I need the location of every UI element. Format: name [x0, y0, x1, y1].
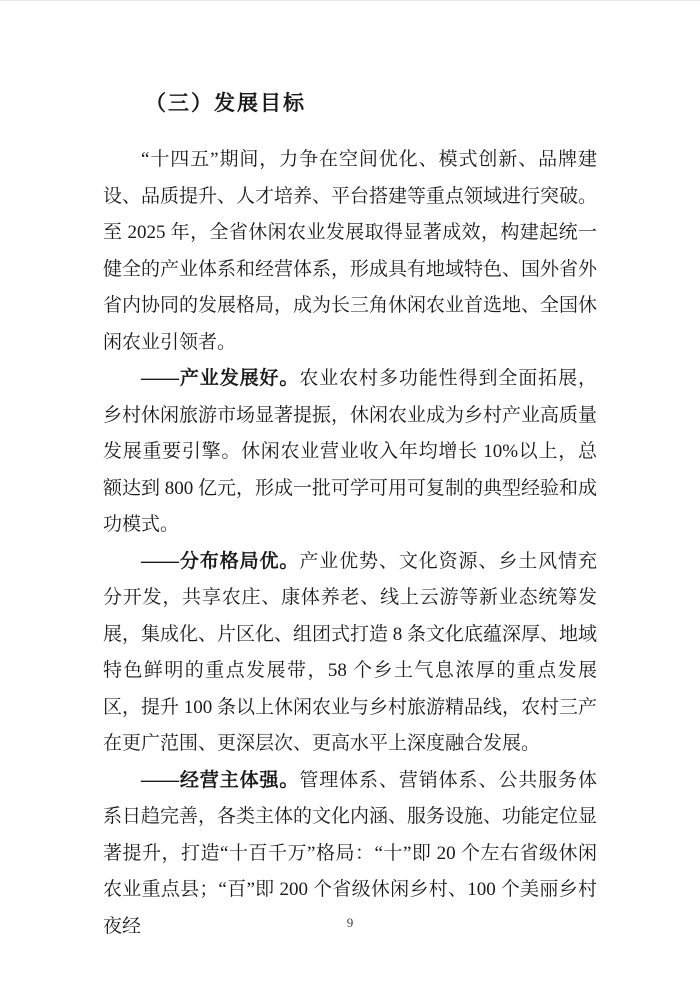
- paragraph-text: 产业优势、文化资源、乡土风情充分开发，共享农庄、康体养老、线上云游等新业态统筹发展，集成化、片区化、组团式打造 8 条文化底蕴深厚、地域特色鲜明的重点发展带，58 个乡土气息浓厚的重点发展区，提升 100 条以上休闲农业与乡村旅游精品线，农村三产在更广范围、更深层次、更高水平上深度融合发展。: [103, 550, 598, 754]
- section-heading: （三）发展目标: [145, 91, 306, 115]
- page-number: 9: [346, 915, 354, 930]
- paragraph-lead: ——分布格局优。: [141, 550, 300, 572]
- paragraph-text: 农业农村多功能性得到全面拓展，乡村休闲旅游市场显著提振，休闲农业成为乡村产业高质量发展重要引擎。休闲农业营业收入年均增长 10%以上，总额达到 800 亿元，形成一批可学可用可复制的典型经验和成功模式。: [103, 368, 598, 535]
- document-content: [103, 85, 597, 945]
- paragraph-distribution-pattern: [103, 544, 597, 763]
- paragraph-overview: [103, 142, 597, 361]
- paragraph-lead: ——产业发展好。: [141, 368, 300, 389]
- paragraph-text: “十四五”期间，力争在空间优化、模式创新、品牌建设、品质提升、人才培养、平台搭建等重点领域进行突破。至 2025 年，全省休闲农业发展取得显著成效，构建起统一健全的产业体系和经营体系，形成具有地域特色、国外省外省内协同的发展格局，成为长三角休闲农业首选地、全国休闲农业引领者。: [103, 149, 598, 353]
- paragraph-text: 管理体系、营销体系、公共服务体系日趋完善，各类主体的文化内涵、服务设施、功能定位显著提升，打造“十百千万”格局：“十”即 20 个左右省级休闲农业重点县；“百”即 200 个省级休闲乡村、100 个美丽乡村夜经: [103, 769, 598, 937]
- paragraph-lead: ——经营主体强。: [141, 769, 300, 791]
- paragraph-industry-development: [103, 361, 597, 544]
